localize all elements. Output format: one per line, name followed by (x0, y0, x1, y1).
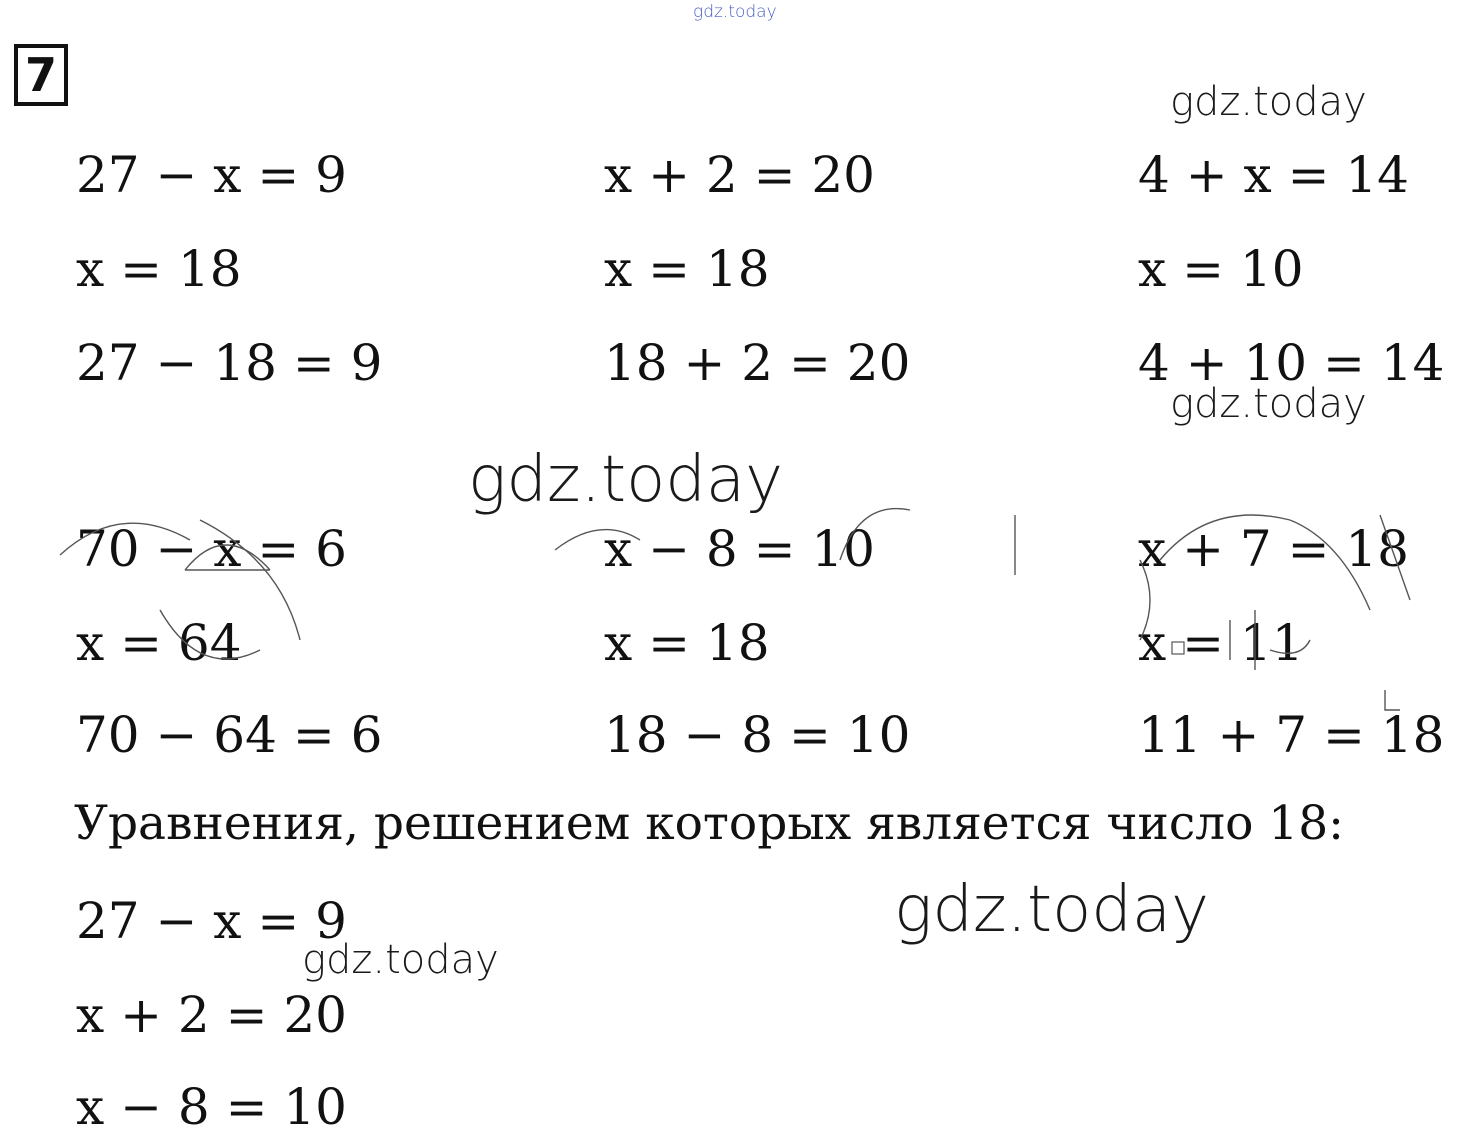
equation-check: 11 + 7 = 18 (1138, 706, 1445, 764)
equation-solution: x = 18 (604, 614, 770, 672)
answer-equation: x − 8 = 10 (76, 1078, 347, 1136)
equation-solution: x = 10 (1138, 240, 1304, 298)
task-number: 7 (24, 48, 57, 102)
equation: 27 − x = 9 (76, 146, 347, 204)
equation-solution: x = 18 (604, 240, 770, 298)
equation-solution: x = 11 (1138, 614, 1304, 672)
watermark-top: gdz.today (693, 2, 777, 22)
equation: 4 + x = 14 (1138, 146, 1409, 204)
equation-check: 18 + 2 = 20 (604, 334, 911, 392)
equation-check: 18 − 8 = 10 (604, 706, 911, 764)
equation: 70 − x = 6 (76, 520, 347, 578)
watermark: gdz.today (1170, 79, 1367, 125)
equation-check: 70 − 64 = 6 (76, 706, 383, 764)
equation-solution: x = 18 (76, 240, 242, 298)
answer-equation: 27 − x = 9 (76, 892, 347, 950)
equation: x + 7 = 18 (1138, 520, 1409, 578)
equation-check: 4 + 10 = 14 (1138, 334, 1445, 392)
equation: x + 2 = 20 (604, 146, 875, 204)
answer-equation: x + 2 = 20 (76, 986, 347, 1044)
equation-solution: x = 64 (76, 614, 242, 672)
watermark: gdz.today (468, 443, 783, 517)
watermark: gdz.today (894, 873, 1209, 947)
conclusion-text: Уравнения, решением которых является число 18: (74, 796, 1344, 851)
equation: x − 8 = 10 (604, 520, 875, 578)
equation-check: 27 − 18 = 9 (76, 334, 383, 392)
watermark: gdz.today (302, 937, 499, 983)
watermark: gdz.today (1170, 381, 1367, 427)
